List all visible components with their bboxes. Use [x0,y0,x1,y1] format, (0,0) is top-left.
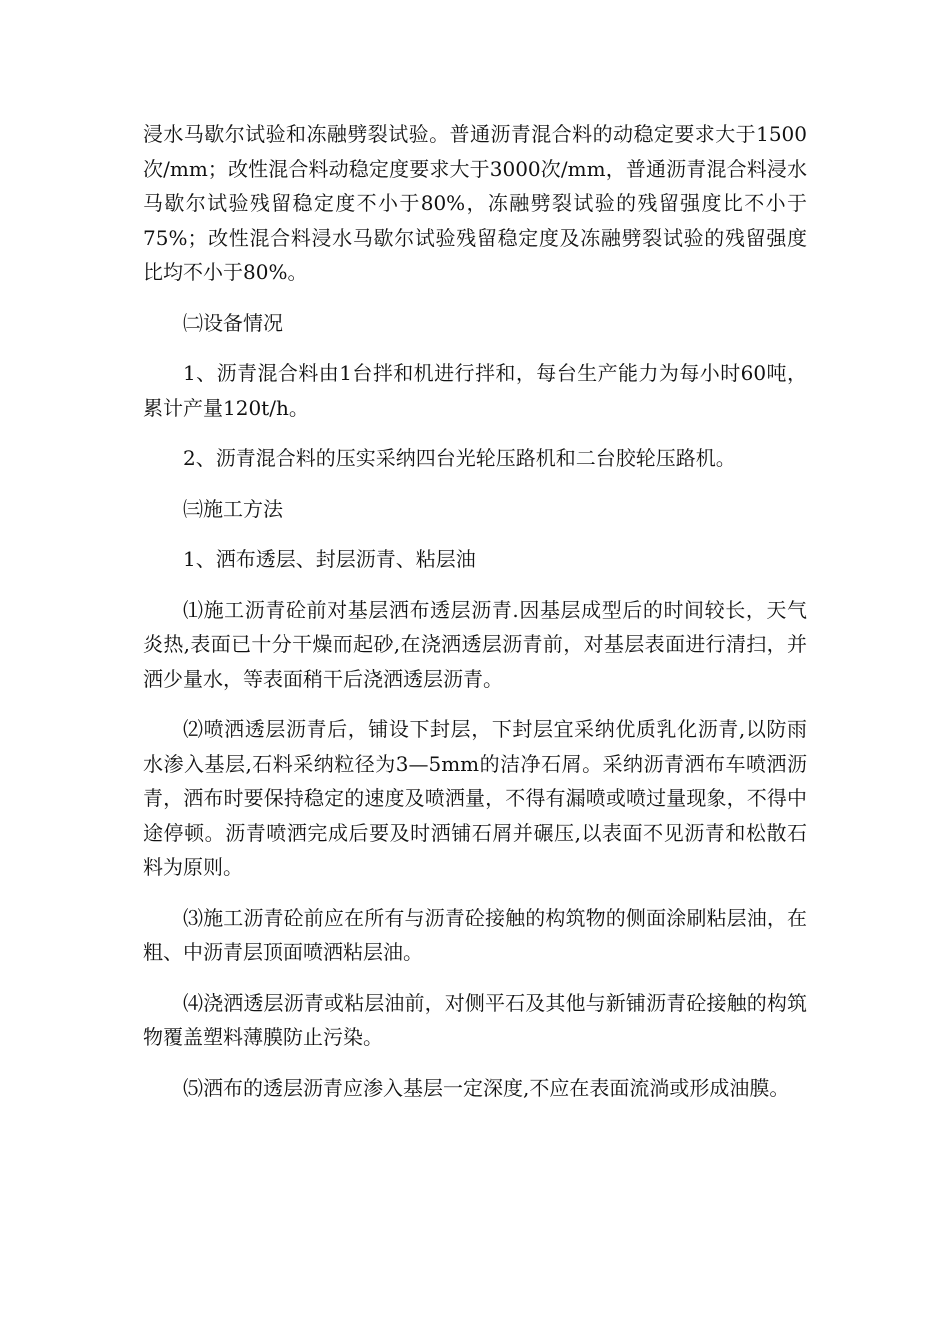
paragraph-item-5: ⑸洒布的透层沥青应渗入基层一定深度,不应在表面流淌或形成油膜。 [183,1075,790,1100]
paragraph-continuation: 浸水马歇尔试验和冻融劈裂试验。普通沥青混合料的动稳定要求大于1500次/mm；改性混合料动稳定度要求大于3000次/mm，普通沥青混合料浸水马歇尔试验残留稳定度不小于80%，冻融劈裂试验的残留强度比不小于75%；改性混合料浸水马歇尔试验残留稳定度及冻融劈裂试验的残留强度比均不小于80%。 [143,122,807,284]
paragraph-item-2: ⑵喷洒透层沥青后，铺设下封层，下封层宜采纳优质乳化沥青,以防雨水渗入基层,石料采纳粒径为3—5mm的洁净石屑。采纳沥青洒布车喷洒沥青，洒布时要保持稳定的速度及喷洒量，不得有漏喷或喷过量现象，不得中途停顿。沥青喷洒完成后要及时洒铺石屑并碾压,以表面不见沥青和松散石料为原则。 [143,717,807,879]
subheading-spraying: 1、洒布透层、封层沥青、粘层油 [183,547,476,571]
paragraph-item-4: ⑷浇洒透层沥青或粘层油前，对侧平石及其他与新铺沥青砼接触的构筑物覆盖塑料薄膜防止污染。 [143,990,807,1049]
paragraph-equipment-2: 2、沥青混合料的压实采纳四台光轮压路机和二台胶轮压路机。 [183,446,736,470]
section-heading-method: ㈢施工方法 [183,496,283,521]
paragraph-item-3: ⑶施工沥青砼前应在所有与沥青砼接触的构筑物的侧面涂刷粘层油，在粗、中沥青层顶面喷洒粘层油。 [143,905,807,964]
section-heading-equipment: ㈡设备情况 [183,310,283,335]
paragraph-item-1: ⑴施工沥青砼前对基层洒布透层沥青.因基层成型后的时间较长，天气炎热,表面已十分干燥而起砂,在浇洒透层沥青前，对基层表面进行清扫，并洒少量水，等表面稍干后浇洒透层沥青。 [143,597,807,691]
paragraph-equipment-1: 1、沥青混合料由1台拌和机进行拌和，每台生产能力为每小时60吨，累计产量120t/h。 [143,361,807,420]
document-body [143,117,807,1121]
